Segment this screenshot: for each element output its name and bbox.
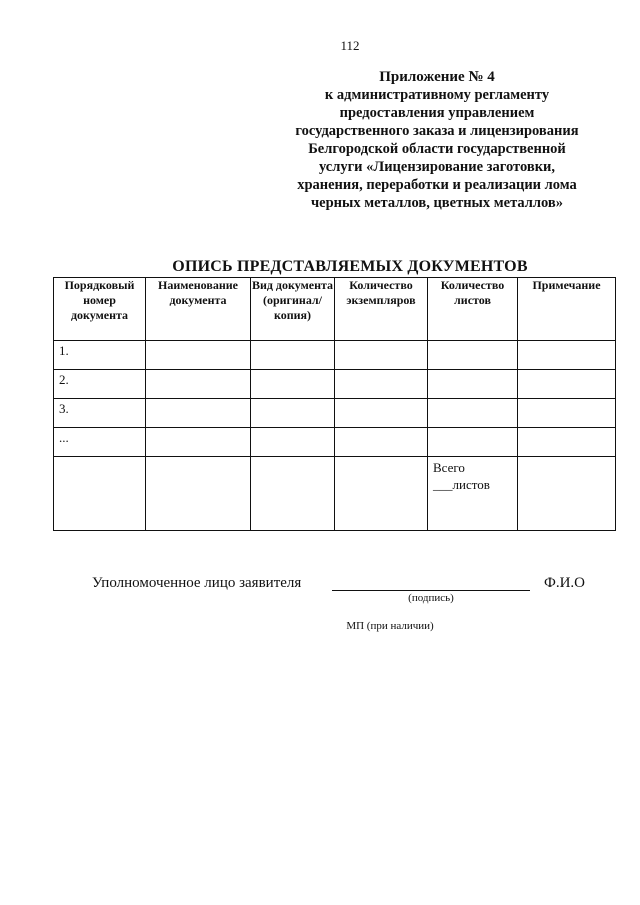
- appendix-header: [272, 68, 602, 212]
- appendix-line: услуги «Лицензирование заготовки,: [318, 159, 556, 175]
- page-number: 112: [340, 38, 360, 53]
- appendix-line: черных металлов, цветных металлов»: [311, 195, 563, 211]
- table-header-row: [54, 278, 616, 341]
- table-cell: [146, 341, 251, 370]
- table-cell: [518, 457, 616, 531]
- table-cell: [518, 428, 616, 457]
- row-number: 2.: [59, 372, 69, 387]
- table-cell: [146, 457, 251, 531]
- table-cell: [251, 399, 335, 428]
- row-number-cell: [54, 428, 146, 457]
- table-total-row: [54, 457, 616, 531]
- table-cell: [251, 370, 335, 399]
- appendix-line: предоставления управлением: [339, 105, 535, 121]
- total-unit: листов: [452, 477, 490, 492]
- document-title: ОПИСЬ ПРЕДСТАВЛЯЕМЫХ ДОКУМЕНТОВ: [172, 258, 528, 275]
- row-number-cell: [54, 370, 146, 399]
- table-cell: [54, 457, 146, 531]
- table-cell: [428, 370, 518, 399]
- header-note: Примечание: [518, 278, 616, 341]
- appendix-line: Белгородской области государственной: [308, 141, 566, 157]
- appendix-title: Приложение № 4: [379, 69, 495, 85]
- appendix-line: к административному регламенту: [324, 87, 550, 103]
- table-cell: [251, 341, 335, 370]
- total-sheets-cell: [428, 457, 518, 531]
- row-number-cell: [54, 399, 146, 428]
- row-number-cell: [54, 341, 146, 370]
- table-cell: [518, 399, 616, 428]
- table-cell: [428, 399, 518, 428]
- table-cell: [335, 428, 428, 457]
- table-row: [54, 370, 616, 399]
- signature-line: [332, 590, 530, 591]
- table-cell: [335, 370, 428, 399]
- table-cell: [335, 457, 428, 531]
- total-blank: ___: [433, 477, 453, 492]
- table-cell: [146, 428, 251, 457]
- header-document-type: Вид документа (оригинал/ копия): [251, 278, 335, 341]
- row-number: 3.: [59, 401, 69, 416]
- table-row: [54, 399, 616, 428]
- header-copies-count: Количество экземпляров: [335, 278, 428, 341]
- appendix-line: государственного заказа и лицензирования: [295, 123, 579, 139]
- table-cell: [518, 370, 616, 399]
- header-document-name: Наименование документа: [146, 278, 251, 341]
- signature-label: Уполномоченное лицо заявителя: [92, 575, 302, 591]
- signature-caption: (подпись): [408, 592, 454, 604]
- row-number: 1.: [59, 343, 69, 358]
- table-cell: [146, 370, 251, 399]
- table-cell: [335, 399, 428, 428]
- row-number: ...: [59, 430, 69, 445]
- table-cell: [146, 399, 251, 428]
- table-row: [54, 428, 616, 457]
- total-sheets: [428, 457, 517, 493]
- table-cell: [251, 428, 335, 457]
- table-row: [54, 341, 616, 370]
- header-sheets-count: Количество листов: [428, 278, 518, 341]
- fio-label: Ф.И.О: [544, 575, 586, 591]
- table-cell: [335, 341, 428, 370]
- table-cell: [518, 341, 616, 370]
- documents-inventory-table: [53, 277, 616, 531]
- table-cell: [251, 457, 335, 531]
- header-order-number: Порядковый номер документа: [54, 278, 146, 341]
- appendix-line: хранения, переработки и реализации лома: [297, 177, 577, 193]
- stamp-note: МП (при наличии): [346, 620, 434, 632]
- table-cell: [428, 428, 518, 457]
- table-cell: [428, 341, 518, 370]
- total-label: Всего: [433, 460, 465, 475]
